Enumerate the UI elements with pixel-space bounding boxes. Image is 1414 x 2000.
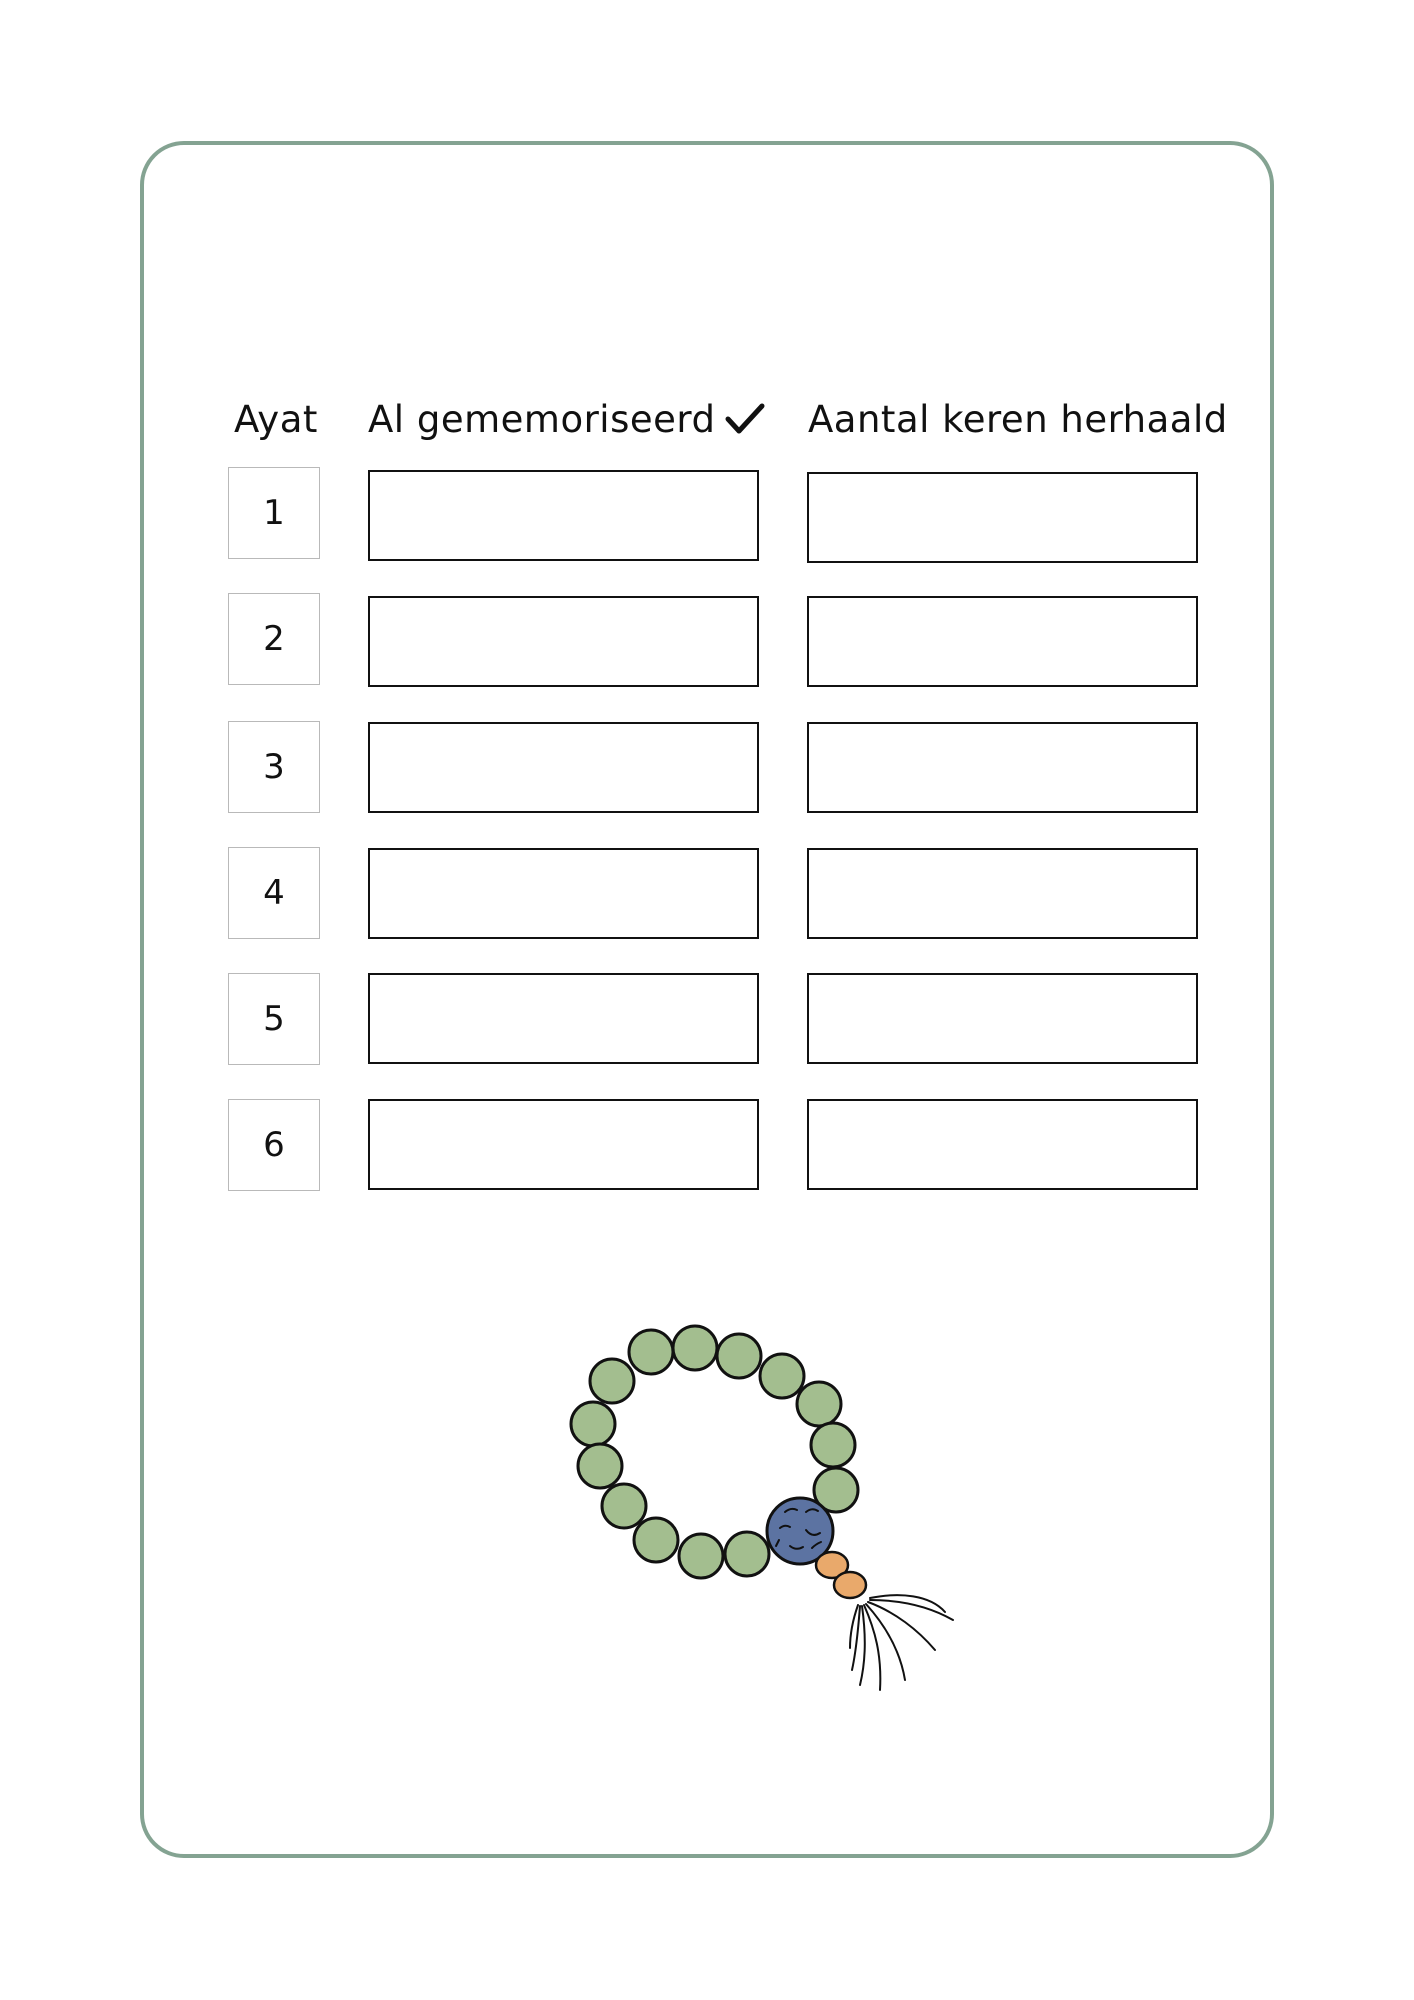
ayat-number-2: 2: [228, 593, 320, 685]
ayat-number-5: 5: [228, 973, 320, 1065]
prayer-beads-illustration: [560, 1310, 960, 1700]
header-memorized: [368, 395, 765, 445]
header-ayat: Ayat: [234, 398, 318, 441]
memorized-box-2[interactable]: [368, 596, 759, 687]
orange-beads: [816, 1552, 866, 1598]
repeat-count-box-4[interactable]: [807, 848, 1198, 939]
ayat-number-4: 4: [228, 847, 320, 939]
repeat-count-box-2[interactable]: [807, 596, 1198, 687]
repeat-count-box-1[interactable]: [807, 472, 1198, 563]
check-icon: [725, 402, 765, 436]
ayat-number-1: 1: [228, 467, 320, 559]
header-memorized-label: Al gememoriseerd: [368, 398, 716, 441]
tassel: [850, 1595, 953, 1690]
repeat-count-box-5[interactable]: [807, 973, 1198, 1064]
memorized-box-4[interactable]: [368, 848, 759, 939]
memorized-box-5[interactable]: [368, 973, 759, 1064]
repeat-count-box-6[interactable]: [807, 1099, 1198, 1190]
header-repeat-count: Aantal keren herhaald: [808, 398, 1228, 441]
memorized-box-6[interactable]: [368, 1099, 759, 1190]
memorized-box-1[interactable]: [368, 470, 759, 561]
ayat-number-6: 6: [228, 1099, 320, 1191]
ayat-number-3: 3: [228, 721, 320, 813]
repeat-count-box-3[interactable]: [807, 722, 1198, 813]
memorized-box-3[interactable]: [368, 722, 759, 813]
